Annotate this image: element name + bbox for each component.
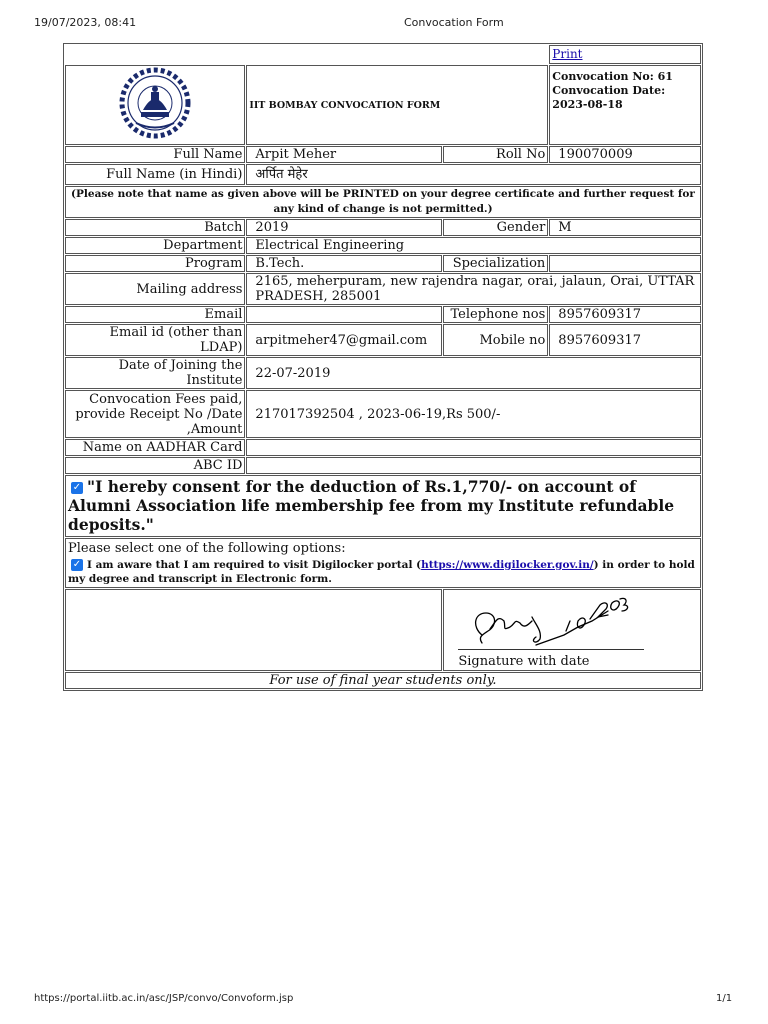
convocation-date: Convocation Date: 2023-08-18 <box>552 84 666 111</box>
roll-no-value: 190070009 <box>549 146 701 163</box>
gender-value: M <box>549 219 701 236</box>
iitb-logo-icon <box>118 66 192 140</box>
mailing-address-label: Mailing address <box>65 273 245 305</box>
batch-value: 2019 <box>246 219 442 236</box>
options-cell <box>65 538 701 588</box>
specialization-label: Specialization <box>443 255 548 272</box>
convocation-number: Convocation No: 61 <box>552 70 673 83</box>
specialization-value <box>549 255 701 272</box>
digilocker-option <box>68 558 698 586</box>
digilocker-link[interactable]: https://www.digilocker.gov.in/ <box>421 559 594 571</box>
full-name-value: Arpit Meher <box>246 146 442 163</box>
convocation-info <box>549 65 701 145</box>
telephone-label: Telephone nos <box>443 306 548 323</box>
signature-image <box>444 591 644 649</box>
print-datetime: 19/07/2023, 08:41 <box>34 16 137 29</box>
final-year-note: For use of final year students only. <box>65 672 701 689</box>
consent-text: "I hereby consent for the deduction of Rs.1,770/- on account of Alumni Association life membership fee from my Institute refundable deposits." <box>68 477 675 534</box>
consent-checkbox[interactable]: ✓ <box>72 482 82 493</box>
department-value: Electrical Engineering <box>246 237 701 254</box>
alt-email-value: arpitmeher47@gmail.com <box>246 324 442 356</box>
joining-date-value: 22-07-2019 <box>246 357 701 389</box>
email-value <box>246 306 442 323</box>
program-label: Program <box>65 255 245 272</box>
mobile-label: Mobile no <box>443 324 548 356</box>
name-print-notice: (Please note that name as given above will be PRINTED on your degree certificate and further request for any kind of change is not permitted.) <box>65 186 701 218</box>
joining-date-label: Date of Joining the Institute <box>65 357 245 389</box>
telephone-value: 8957609317 <box>549 306 701 323</box>
page-url: https://portal.iitb.ac.in/asc/JSP/convo/Convoform.jsp <box>34 993 294 1004</box>
print-page-title: Convocation Form <box>404 16 504 29</box>
fees-value: 217017392504 , 2023-06-19,Rs 500/- <box>246 390 701 438</box>
alt-email-label: Email id (other than LDAP) <box>65 324 245 356</box>
digilocker-checkbox[interactable]: ✓ <box>72 559 82 570</box>
full-name-label: Full Name <box>65 146 245 163</box>
hindi-name-label: Full Name (in Hindi) <box>65 164 245 185</box>
roll-no-label: Roll No <box>443 146 548 163</box>
fees-label: Convocation Fees paid, provide Receipt No /Date ,Amount <box>65 390 245 438</box>
digilocker-text-pre: I am aware that I am required to visit Digilocker portal ( <box>87 559 422 571</box>
options-prompt: Please select one of the following options: <box>68 541 346 556</box>
aadhar-name-value <box>246 439 701 456</box>
signature-cell <box>443 589 701 671</box>
convocation-form-table <box>63 43 703 691</box>
batch-label: Batch <box>65 219 245 236</box>
department-label: Department <box>65 237 245 254</box>
digilocker-text-post: ) in order to hold my degree and transcript in Electronic form. <box>68 559 695 585</box>
aadhar-name-label: Name on AADHAR Card <box>65 439 245 456</box>
abc-id-value <box>246 457 701 474</box>
program-value: B.Tech. <box>246 255 442 272</box>
gender-label: Gender <box>443 219 548 236</box>
hindi-name-value: अर्पित मेहेर <box>246 164 701 185</box>
logo-cell <box>65 65 245 145</box>
page-count: 1/1 <box>716 993 733 1004</box>
form-title: IIT BOMBAY CONVOCATION FORM <box>246 65 548 145</box>
mobile-value: 8957609317 <box>549 324 701 356</box>
abc-id-label: ABC ID <box>65 457 245 474</box>
email-label: Email <box>65 306 245 323</box>
print-link[interactable]: Print <box>552 47 583 61</box>
alumni-consent-row <box>65 475 701 537</box>
mailing-address-value: 2165, meherpuram, new rajendra nagar, orai, jalaun, Orai, UTTAR PRADESH, 285001 <box>246 273 701 305</box>
signature-label: Signature with date <box>458 654 590 669</box>
